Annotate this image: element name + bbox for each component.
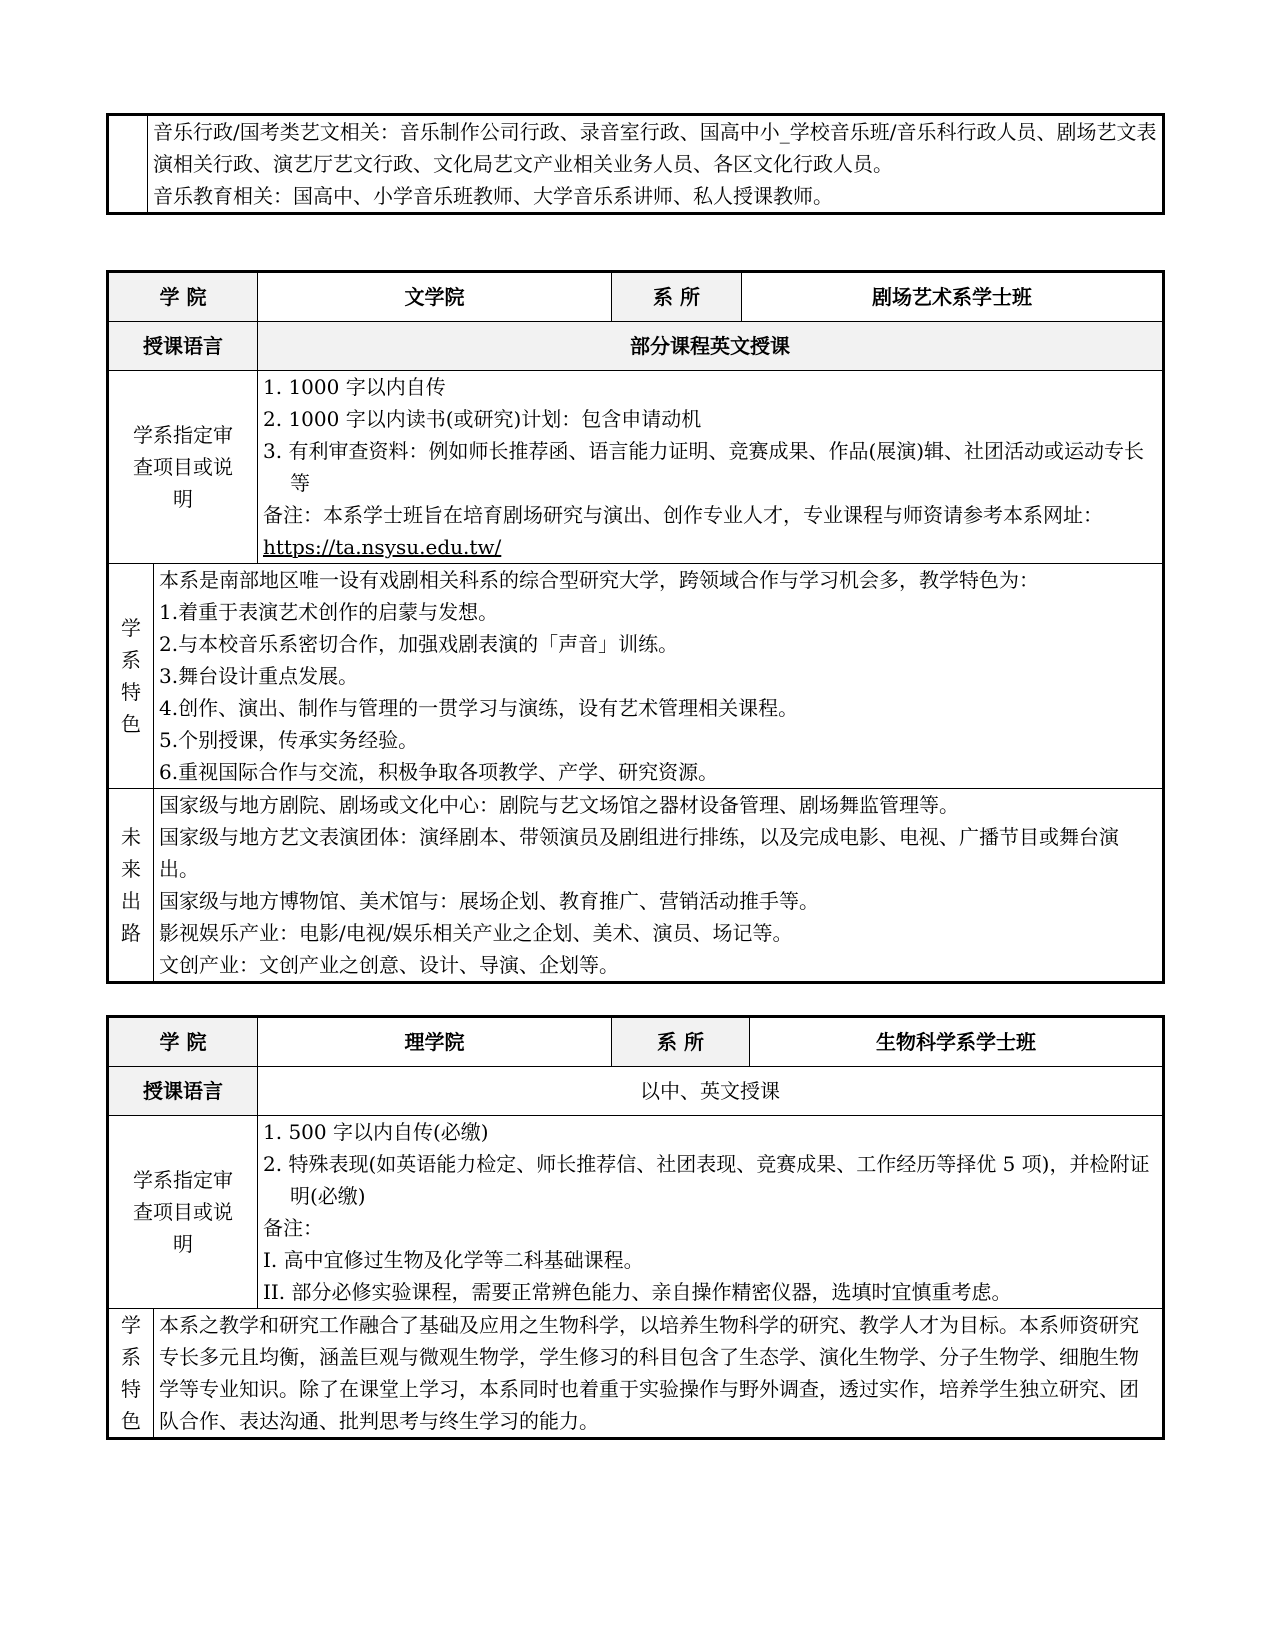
feature-label-char: 系 [121,1345,141,1369]
future-line: 文创产业：文创产业之创意、设计、导演、企划等。 [159,953,619,977]
top-line: 音乐行政/国考类艺文相关：音乐制作公司行政、录音室行政、国高中小_学校音乐班/音乐科行政人员、剧场艺文表演相关行政、演艺厅艺文行政、文化局艺文产业相关业务人员、各区文化行政人员。 [153,120,1157,176]
dept-website-link[interactable]: https://ta.nsysu.edu.tw/ [263,535,502,559]
future-label-char: 未 [121,825,141,849]
review-item: 1. 1000 字以内自传 [263,375,446,399]
feature-content [154,1309,1164,1439]
review-label-text: 学系指定审查项目或说明 [133,423,233,511]
feature-line: 1.着重于表演艺术创作的启蒙与发想。 [159,600,499,624]
review-content [258,1116,1164,1309]
review-note-item: I. 高中宜修过生物及化学等二科基础课程。 [263,1248,644,1272]
feature-line: 本系是南部地区唯一设有戏剧相关科系的综合型研究大学，跨领域合作与学习机会多，教学特色为： [159,568,1039,592]
college-value: 理学院 [258,1017,612,1067]
dept-value: 剧场艺术系学士班 [742,272,1164,322]
future-line: 国家级与地方艺文表演团体：演绎剧本、带领演员及剧组进行排练，以及完成电影、电视、广播节目或舞台演出。 [159,825,1119,881]
future-content [154,789,1164,983]
future-line: 国家级与地方剧院、剧场或文化中心：剧院与艺文场馆之器材设备管理、剧场舞监管理等。 [159,793,959,817]
college-label: 学 院 [108,272,258,322]
future-label-char: 路 [121,921,141,945]
top-line: 音乐教育相关：国高中、小学音乐班教师、大学音乐系讲师、私人授课教师。 [153,184,833,208]
feature-label-char: 系 [121,648,141,672]
top-content-cell [148,115,1164,214]
future-label-char: 出 [121,889,141,913]
feature-label-char: 色 [121,1409,141,1433]
review-item: 3. 有利审查资料：例如师长推荐函、语言能力证明、竞赛成果、作品(展演)辑、社团活动或运动专长等 [263,439,1145,495]
college-label: 学 院 [108,1017,258,1067]
feature-content [154,564,1164,789]
review-note-text: 备注：本系学士班旨在培育剧场研究与演出、创作专业人才，专业课程与师资请参考本系网址： [263,503,1103,527]
feature-text: 本系之教学和研究工作融合了基础及应用之生物科学，以培养生物科学的研究、教学人才为目标。本系师资研究专长多元且均衡，涵盖巨观与微观生物学，学生修习的科目包含了生态学、演化生物学、分子生物学、细胞生物学等专业知识。除了在课堂上学习，本系同时也着重于实验操作与野外调查，透过实作，培养学生独立研究、团队合作、表达沟通、批判思考与终生学习的能力。 [159,1313,1139,1433]
review-note [263,499,1157,563]
dept-value: 生物科学系学士班 [750,1017,1164,1067]
feature-line: 4.创作、演出、制作与管理的一贯学习与演练，设有艺术管理相关课程。 [159,696,799,720]
lang-label: 授课语言 [108,1067,258,1116]
dept-label: 系 所 [612,272,742,322]
feature-line: 2.与本校音乐系密切合作，加强戏剧表演的「声音」训练。 [159,632,679,656]
future-line: 国家级与地方博物馆、美术馆与：展场企划、教育推广、营销活动推手等。 [159,889,819,913]
feature-label-char: 特 [121,680,141,704]
review-item: 2. 特殊表现(如英语能力检定、师长推荐信、社团表现、竞赛成果、工作经历等择优 5 项)，并检附证明(必缴) [263,1152,1150,1208]
feature-label [108,564,154,789]
future-line: 影视娱乐产业：电影/电视/娱乐相关产业之企划、美术、演员、场记等。 [159,921,793,945]
dept-table-theatre [106,270,1165,984]
review-label [108,371,258,564]
feature-line: 3.舞台设计重点发展。 [159,664,359,688]
future-label-char: 来 [121,857,141,881]
top-label-cell [108,115,148,214]
college-value: 文学院 [258,272,612,322]
feature-label-char: 学 [121,1313,141,1337]
feature-line: 6.重视国际合作与交流，积极争取各项教学、产学、研究资源。 [159,760,719,784]
lang-label: 授课语言 [108,322,258,371]
feature-label-char: 特 [121,1377,141,1401]
review-label-text: 学系指定审查项目或说明 [133,1168,233,1256]
review-item: 1. 500 字以内自传(必缴) [263,1120,489,1144]
dept-label: 系 所 [612,1017,750,1067]
feature-label [108,1309,154,1439]
top-continuation-table [106,113,1165,215]
feature-line: 5.个别授课，传承实务经验。 [159,728,419,752]
review-label [108,1116,258,1309]
feature-label-char: 色 [121,712,141,736]
review-content [258,371,1164,564]
review-note: 备注： [263,1216,323,1240]
dept-table-biology [106,1015,1165,1440]
feature-label-char: 学 [121,616,141,640]
lang-value: 以中、英文授课 [258,1067,1164,1116]
future-label [108,789,154,983]
review-item: 2. 1000 字以内读书(或研究)计划：包含申请动机 [263,407,702,431]
lang-value: 部分课程英文授课 [258,322,1164,371]
review-note-item: II. 部分必修实验课程，需要正常辨色能力、亲自操作精密仪器，选填时宜慎重考虑。 [263,1280,1012,1304]
